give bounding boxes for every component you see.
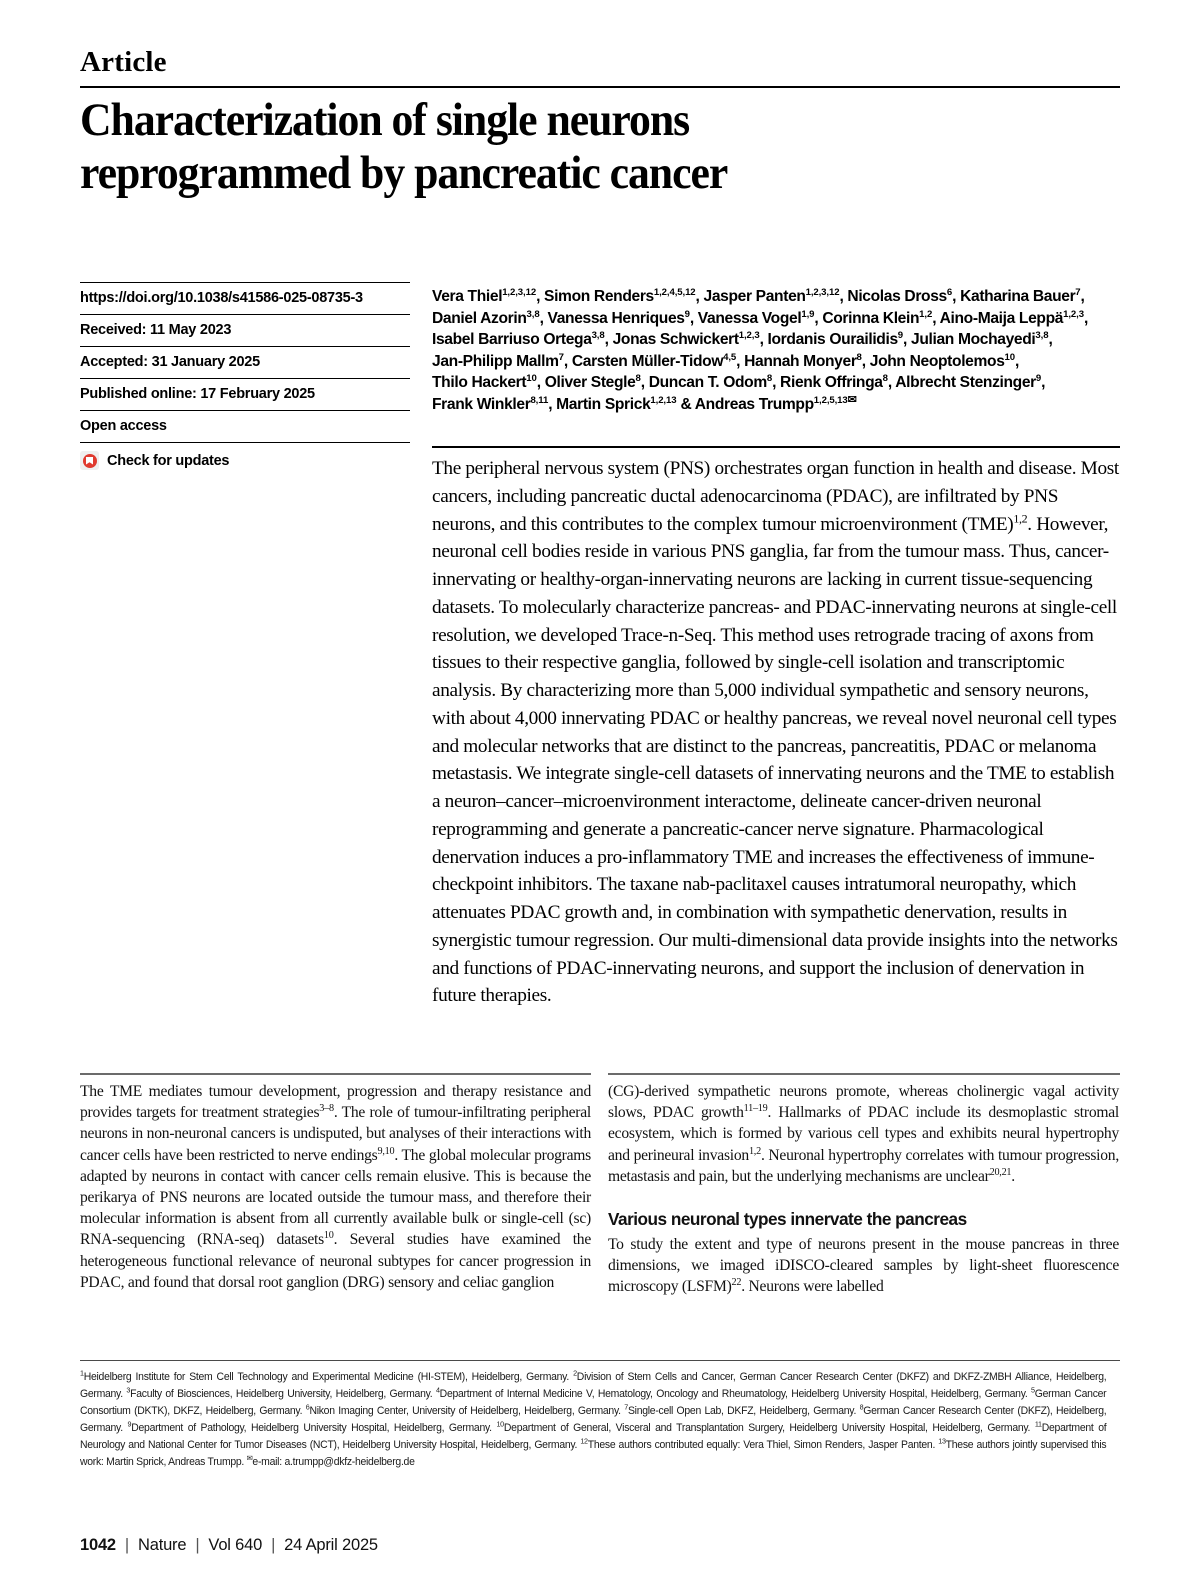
author-list	[432, 286, 1132, 415]
author-line-1: Vera Thiel$^{1,2,3,12}$, Simon Renders$^{1,2,4,5,12}$, Jasper Panten$^{1,2,3,12}$, Nicolas Dross$^6$, Katharina Bauer$^7$,	[432, 286, 1085, 305]
published-date: Published online: 17 February 2025	[80, 378, 410, 410]
body-divider-left	[80, 1073, 591, 1075]
footer-separator-1: |	[124, 1536, 129, 1554]
section-paragraph: To study the extent and type of neurons present in the mouse pancreas in three dimensions, we imaged iDISCO-cleared samples by light-sheet fluorescence microscopy (LSFM)$^{22}$. Neurons were labelled	[608, 1236, 1119, 1296]
footer-journal: Nature	[138, 1536, 187, 1554]
author-line-4: Jan-Philipp Mallm$^7$, Carsten Müller-Tidow$^{4,5}$, Hannah Monyer$^8$, John Neoptolemos$^{10}$,	[432, 351, 1019, 370]
intro-paragraph: The TME mediates tumour development, progression and therapy resistance and provides targets for treatment strategies$^{3-8}$. The role of tumour-infiltrating peripheral neurons in non-neuronal cancers is undisputed, but analyses of their interactions with cancer cells have been restricted to nerve endings$^{9,10}$. The global molecular programs adapted by neurons in contact with cancer cells remain elusive. This is because the perikarya of PNS neurons are located outside the tumour mass, and therefore their molecular information is absent from all currently available bulk or single-cell (sc) RNA-sequencing (RNA-seq) datasets$^{10}$. Several studies have examined the heterogeneous functional relevance of neuronal subtypes for cancer progression in PDAC, and found that dorsal root ganglion (DRG) sensory and celiac ganglion	[80, 1083, 591, 1291]
kicker-divider	[80, 86, 1120, 88]
page-title	[80, 94, 1057, 200]
author-line-2: Daniel Azorin$^{3,8}$, Vanessa Henriques$^9$, Vanessa Vogel$^{1,9}$, Corinna Klein$^{1,2}$, Aino-Maija Leppä$^{1,2,3}$,	[432, 308, 1088, 327]
doi-link[interactable]: https://doi.org/10.1038/s41586-025-08735-3	[80, 282, 410, 314]
footer-page-number: 1042	[80, 1536, 116, 1554]
intro-paragraph-continued: (CG)-derived sympathetic neurons promote, whereas cholinergic vagal activity slows, PDAC growth$^{11-19}$. Hallmarks of PDAC include its desmoplastic stromal ecosystem, which is formed by various cell types and exhibits neural hypertrophy and perineural invasion$^{1,2}$. Neuronal hypertrophy correlates with tumour progression, metastasis and pain, but the underlying mechanisms are unclear$^{20,21}$.	[608, 1083, 1119, 1185]
crossmark-icon	[80, 451, 99, 470]
footer-separator-2: |	[195, 1536, 200, 1554]
title-line-1: Characterization of single neurons	[80, 94, 690, 146]
abstract-divider	[432, 446, 1120, 448]
title-line-2: reprogrammed by pancreatic cancer	[80, 147, 728, 199]
check-for-updates[interactable]	[80, 442, 410, 470]
affiliations: $^1$Heidelberg Institute for Stem Cell Technology and Experimental Medicine (HI-STEM), Heidelberg, Germany. $^2$Division of Stem Cells and Cancer, German Cancer Research Center (DKFZ) and DKFZ-ZMBH Alliance, Heidelberg, Germany. $^3$Faculty of Biosciences, Heidelberg University, Heidelberg, Germany. $^4$Department of Internal Medicine V, Hematology, Oncology and Rheumatology, Heidelberg University Hospital, Heidelberg, Germany. $^5$German Cancer Consortium (DKTK), DKFZ, Heidelberg, Germany. $^6$Nikon Imaging Center, University of Heidelberg, Heidelberg, Germany. $^7$Single-cell Open Lab, DKFZ, Heidelberg, Germany. $^8$German Cancer Research Center (DKFZ), Heidelberg, Germany. $^9$Department of Pathology, Heidelberg University Hospital, Heidelberg, Germany. $^{10}$Department of General, Visceral and Transplantation Surgery, Heidelberg University Hospital, Heidelberg, Germany. $^{11}$Department of Neurology and National Center for Tumor Diseases (NCT), Heidelberg University Hospital, Heidelberg, Germany. $^{12}$These authors contributed equally: Vera Thiel, Simon Renders, Jasper Panten. $^{13}$These authors jointly supervised this work: Martin Sprick, Andreas Trumpp. ✉e-mail: a.trumpp@dkfz-heidelberg.de	[80, 1368, 1107, 1469]
page-footer	[80, 1536, 378, 1555]
check-for-updates-label: Check for updates	[107, 452, 230, 469]
open-access-label: Open access	[80, 410, 410, 442]
footer-separator-3: |	[271, 1536, 276, 1554]
author-line-5: Thilo Hackert$^{10}$, Oliver Stegle$^8$, Duncan T. Odom$^8$, Rienk Offringa$^8$, Albrecht Stenzinger$^9$,	[432, 372, 1046, 391]
body-column-left	[80, 1081, 591, 1293]
body-column-right	[608, 1081, 1119, 1298]
body-divider-right	[608, 1073, 1120, 1075]
article-metadata	[80, 282, 410, 470]
accepted-date: Accepted: 31 January 2025	[80, 346, 410, 378]
section-heading: Various neuronal types innervate the pancreas	[608, 1209, 967, 1230]
abstract: The peripheral nervous system (PNS) orchestrates organ function in health and disease. Most cancers, including pancreatic ductal adenocarcinoma (PDAC), are infiltrated by PNS neurons, and this contributes to the complex tumour microenvironment (TME)$^{1,2}$. However, neuronal cell bodies reside in various PNS ganglia, far from the tumour mass. Thus, cancer-innervating or healthy-organ-innervating neurons are lacking in current tissue-sequencing datasets. To molecularly characterize pancreas- and PDAC-innervating neurons at single-cell resolution, we developed Trace-n-Seq. This method uses retrograde tracing of axons from tissues to their respective ganglia, followed by single-cell isolation and transcriptomic analysis. By characterizing more than 5,000 individual sympathetic and sensory neurons, with about 4,000 innervating PDAC or healthy pancreas, we reveal novel neuronal cell types and molecular networks that are distinct to the pancreas, pancreatitis, PDAC or melanoma metastasis. We integrate single-cell datasets of innervating neurons and the TME to establish a neuron–cancer–microenvironment interactome, delineate cancer-driven neuronal reprogramming and generate a pancreatic-cancer nerve signature. Pharmacological denervation induces a pro-inflammatory TME and increases the effectiveness of immune-checkpoint inhibitors. The taxane nab-paclitaxel causes intratumoral neuropathy, which attenuates PDAC growth and, in combination with sympathetic denervation, results in synergistic tumour regression. Our multi-dimensional data provide insights into the networks and functions of PDAC-innervating neurons, and support the inclusion of denervation in future therapies.	[432, 458, 1119, 1007]
footer-volume: Vol 640	[208, 1536, 263, 1554]
author-line-6: Frank Winkler$^{8,11}$, Martin Sprick$^{1,2,13}$ & Andreas Trumpp$^{1,2,5,13✉}$	[432, 393, 857, 413]
author-line-3: Isabel Barriuso Ortega$^{3,8}$, Jonas Schwickert$^{1,2,3}$, Iordanis Ourailidis$^9$, Julian Mochayedi$^{3,8}$,	[432, 329, 1053, 348]
received-date: Received: 11 May 2023	[80, 314, 410, 346]
article-kicker: Article	[80, 46, 167, 78]
corresponding-author-icon: ✉	[847, 393, 857, 406]
footer-date: 24 April 2025	[284, 1536, 378, 1554]
affiliations-divider	[80, 1360, 1120, 1361]
